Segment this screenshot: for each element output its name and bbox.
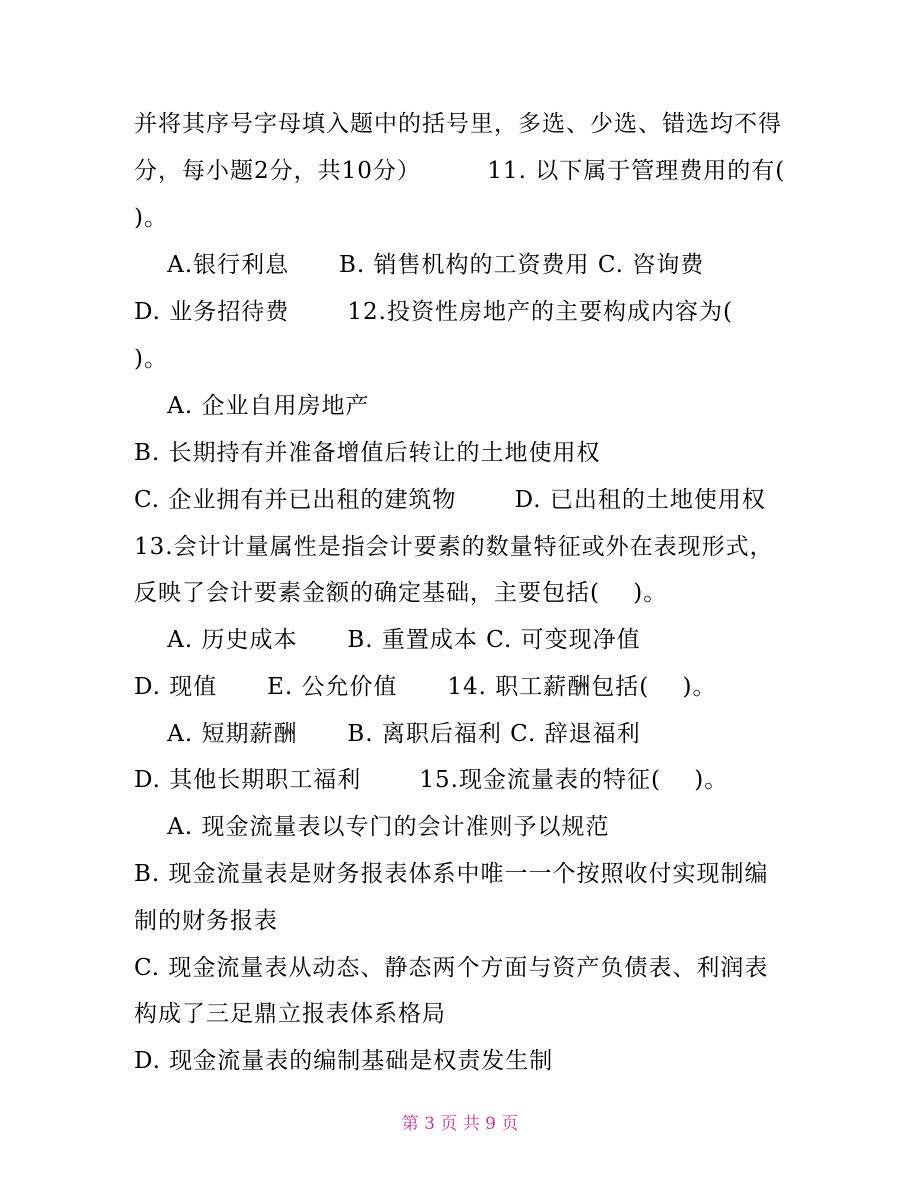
text-line-13: D. 现值 E. 公允价值 14. 职工薪酬包括( )。	[134, 674, 717, 700]
text-line-12: A. 历史成本 B. 重置成本 C. 可变现净值	[134, 627, 641, 653]
text-line-21: D. 现金流量表的编制基础是权责发生制	[134, 1048, 554, 1074]
text-line-1: 并将其序号字母填入题中的括号里，多选、少选、错选均不得	[134, 111, 782, 137]
text-line-3: )。	[134, 205, 168, 231]
text-line-20: 构成了三足鼎立报表体系格局	[134, 1001, 446, 1027]
text-line-5: D. 业务招待费 12.投资性房地产的主要构成内容为(	[134, 299, 733, 325]
text-line-10: 13.会计计量属性是指会计要素的数量特征或外在表现形式，	[134, 534, 774, 560]
text-line-2: 分，每小题2分，共10分） 11. 以下属于管理费用的有(	[134, 158, 786, 184]
text-line-16: A. 现金流量表以专门的会计准则予以规范	[134, 814, 610, 840]
text-line-8: B. 长期持有并准备增值后转让的土地使用权	[134, 440, 601, 466]
text-line-7: A. 企业自用房地产	[134, 393, 370, 419]
page-number-footer: 第 3 页 共 9 页	[401, 1114, 519, 1134]
text-line-19: C. 现金流量表从动态、静态两个方面与资产负债表、利润表	[134, 955, 769, 981]
text-line-18: 制的财务报表	[134, 908, 278, 934]
text-line-6: )。	[134, 346, 168, 372]
text-line-11: 反映了会计要素金额的确定基础，主要包括( )。	[134, 580, 668, 606]
text-line-14: A. 短期薪酬 B. 离职后福利 C. 辞退福利	[134, 721, 641, 747]
text-line-15: D. 其他长期职工福利 15.现金流量表的特征( )。	[134, 767, 729, 793]
text-line-9: C. 企业拥有并已出租的建筑物 D. 已出租的土地使用权	[134, 487, 766, 513]
text-line-4: A.银行利息 B. 销售机构的工资费用 C. 咨询费	[134, 252, 705, 278]
text-line-17: B. 现金流量表是财务报表体系中唯一一个按照收付实现制编	[134, 861, 769, 887]
